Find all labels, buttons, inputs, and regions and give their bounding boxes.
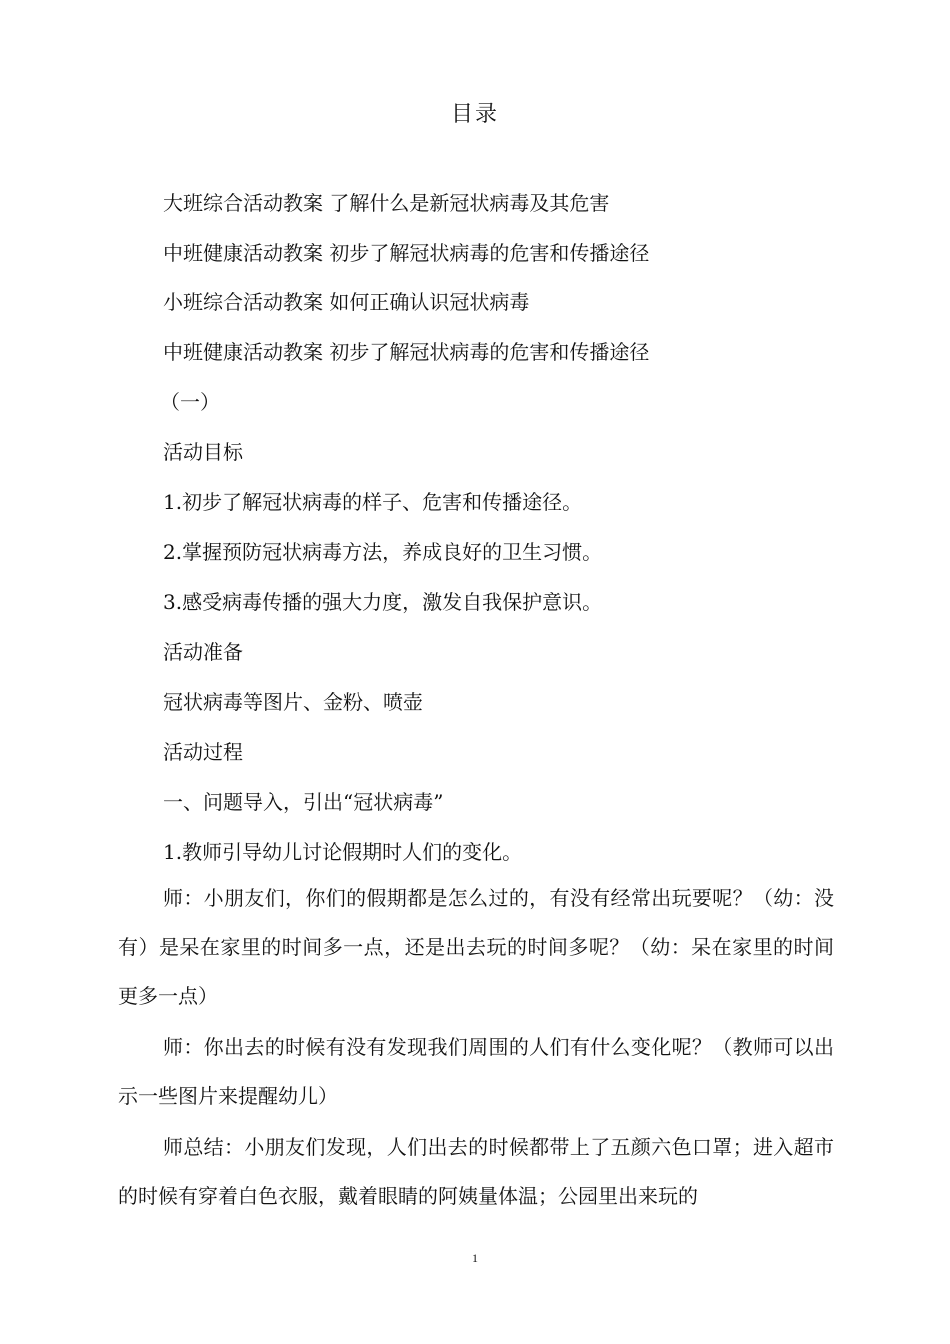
body-paragraph-2: 师：你出去的时候有没有发现我们周围的人们有什么变化呢？（教师可以出示一些图片来提醒幼儿） xyxy=(118,1035,834,1108)
section-heading: 中班健康活动教案 初步了解冠状病毒的危害和传播途径 xyxy=(163,340,650,364)
body-paragraph-3: 师总结：小朋友们发现，人们出去的时候都带上了五颜六色口罩；进入超市的时候有穿着白色衣服，戴着眼睛的阿姨量体温；公园里出来玩的 xyxy=(118,1135,834,1208)
toc-entry-2: 中班健康活动教案 初步了解冠状病毒的危害和传播途径 xyxy=(163,241,650,265)
toc-entry-1: 大班综合活动教案 了解什么是新冠状病毒及其危害 xyxy=(163,191,610,215)
body-paragraph-1: 师：小朋友们，你们的假期都是怎么过的，有没有经常出玩要呢？（幼：没有）是呆在家里的时间多一点，还是出去玩的时间多呢？（幼：呆在家里的时间更多一点） xyxy=(118,886,834,1008)
process-heading: 活动过程 xyxy=(163,740,243,764)
section-number: （一） xyxy=(160,390,220,414)
goal-item-2: 2.掌握预防冠状病毒方法，养成良好的卫生习惯。 xyxy=(163,540,603,564)
toc-title: 目录 xyxy=(450,102,499,127)
goal-item-3: 3.感受病毒传播的强大力度，激发自我保护意识。 xyxy=(163,590,603,614)
page-number: 1 xyxy=(472,1251,478,1265)
step1-item: 1.教师引导幼儿讨论假期时人们的变化。 xyxy=(163,840,523,864)
goal-item-1: 1.初步了解冠状病毒的样子、危害和传播途径。 xyxy=(163,490,583,514)
goals-heading: 活动目标 xyxy=(163,440,243,464)
prep-text: 冠状病毒等图片、金粉、喷壶 xyxy=(163,690,423,714)
step1-heading: 一、问题导入，引出“冠状病毒” xyxy=(163,790,444,814)
prep-heading: 活动准备 xyxy=(163,640,243,664)
toc-entry-3: 小班综合活动教案 如何正确认识冠状病毒 xyxy=(163,290,530,314)
